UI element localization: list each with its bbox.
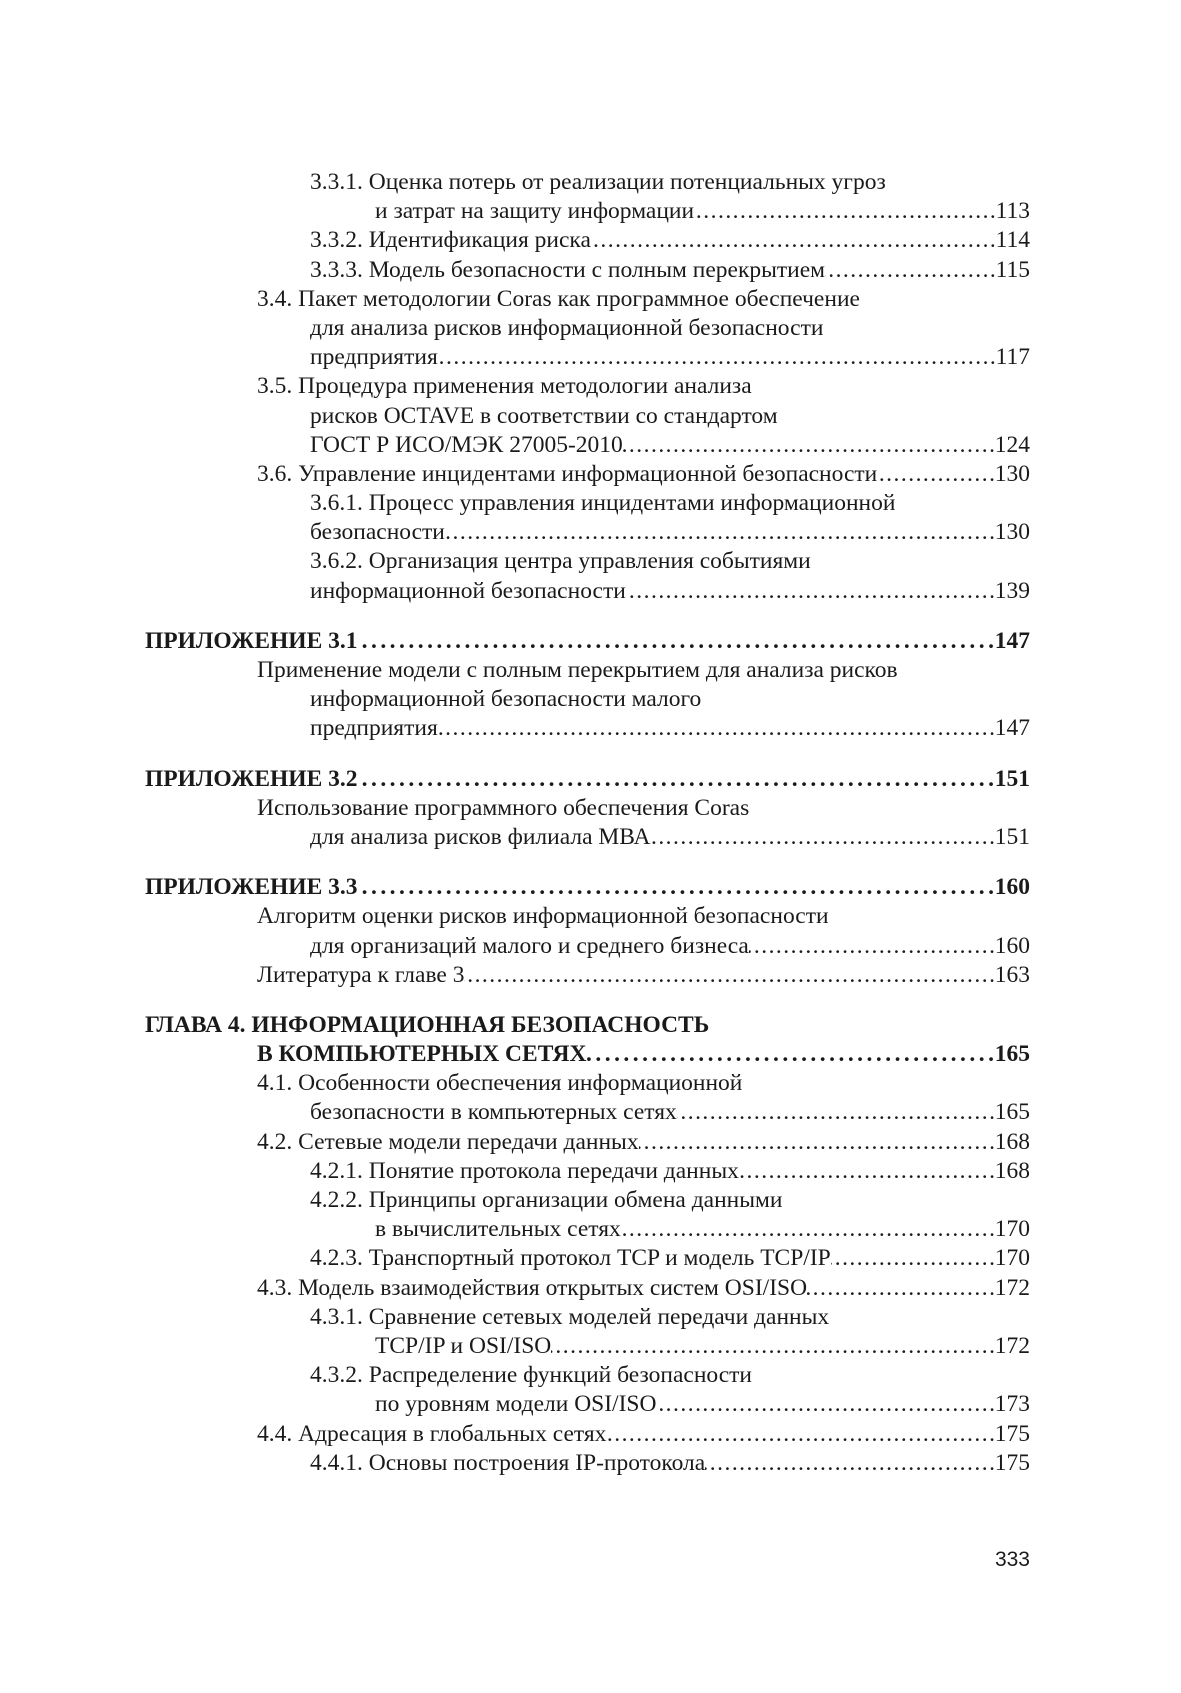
toc-page-number: 170 bbox=[994, 1216, 1030, 1243]
toc-page-number: 130 bbox=[994, 460, 1030, 487]
dot-leader bbox=[464, 961, 994, 990]
toc-page-number: 165 bbox=[994, 1099, 1030, 1126]
toc-line bbox=[145, 1390, 1030, 1419]
toc-entry-title: 3.3.3. Модель безопасности с полным перекрытием bbox=[310, 256, 826, 283]
toc-line bbox=[145, 1303, 1030, 1332]
toc-page-number: 172 bbox=[994, 1274, 1030, 1301]
toc-entry-title: 3.6. Управление инцидентами информационной безопасности bbox=[257, 460, 878, 487]
toc-entry-title: ПРИЛОЖЕНИЕ 3.1 bbox=[145, 627, 358, 654]
toc-line bbox=[145, 1186, 1030, 1215]
toc-page-number: 163 bbox=[994, 961, 1030, 988]
toc-section-heading bbox=[145, 765, 1030, 794]
toc-line bbox=[145, 823, 1030, 852]
dot-leader bbox=[694, 197, 996, 226]
toc-page-number: 124 bbox=[994, 431, 1030, 458]
toc-entry-title: Алгоритм оценки рисков информационной безопасности bbox=[257, 903, 829, 930]
toc-entry-title: ПРИЛОЖЕНИЕ 3.3 bbox=[145, 874, 358, 901]
toc-line bbox=[145, 1274, 1030, 1303]
toc-line bbox=[145, 314, 1030, 343]
toc-entry bbox=[145, 1420, 1030, 1449]
toc-entry-title: 4.3.2. Распределение функций безопасности bbox=[310, 1362, 753, 1389]
toc-page-number: 115 bbox=[995, 256, 1030, 283]
toc-entry-title: 3.5. Процедура применения методологии анализа bbox=[257, 373, 752, 400]
toc-line bbox=[145, 1332, 1030, 1361]
dot-leader bbox=[606, 1420, 994, 1449]
toc-entry-title: 3.3.1. Оценка потерь от реализации потенциальных угроз bbox=[310, 169, 886, 195]
toc-entry-title: и затрат на защиту информации bbox=[375, 198, 695, 225]
toc-page-number: 139 bbox=[994, 577, 1030, 604]
toc-entry-title: 4.4.1. Основы построения IP-протокола bbox=[310, 1449, 706, 1476]
toc-entry bbox=[145, 1244, 1030, 1273]
toc-entry-title: 4.2.2. Принципы организации обмена данными bbox=[310, 1187, 783, 1213]
toc-entry-title: 3.6.1. Процесс управления инцидентами информационной bbox=[310, 490, 896, 517]
dot-leader bbox=[807, 1274, 995, 1303]
toc-page-number: 175 bbox=[994, 1420, 1030, 1447]
dot-leader bbox=[621, 1215, 995, 1244]
toc-line bbox=[145, 256, 1030, 285]
toc-line bbox=[145, 1128, 1030, 1157]
toc-entry-title: ПРИЛОЖЕНИЕ 3.2 bbox=[145, 765, 358, 792]
toc-line bbox=[145, 1157, 1030, 1186]
toc-entry bbox=[145, 1449, 1030, 1478]
toc-page-number: 151 bbox=[994, 765, 1030, 792]
toc-page-number: 172 bbox=[994, 1332, 1030, 1359]
toc-entry bbox=[145, 372, 1030, 460]
toc-entry bbox=[145, 256, 1030, 285]
toc-entry-title: для анализа рисков информационной безопасности bbox=[310, 314, 824, 341]
toc-entry bbox=[145, 226, 1030, 255]
dot-leader bbox=[591, 226, 996, 255]
toc-line bbox=[145, 1040, 1030, 1069]
toc-line bbox=[145, 1361, 1030, 1390]
toc-entry-title: 4.2. Сетевые модели передачи данных bbox=[257, 1128, 639, 1155]
dot-leader bbox=[586, 1040, 994, 1069]
toc-page-number: 147 bbox=[994, 627, 1030, 654]
toc-entry-title: предприятия bbox=[310, 344, 438, 371]
toc-entry-title: Литература к главе 3 bbox=[257, 961, 465, 988]
section-gap bbox=[145, 852, 1030, 873]
toc-entry-title: предприятия bbox=[310, 715, 438, 742]
toc-entry-title: ГЛАВА 4. ИНФОРМАЦИОННАЯ БЕЗОПАСНОСТЬ bbox=[145, 1011, 710, 1038]
toc-page-number: 117 bbox=[995, 344, 1030, 371]
toc-line bbox=[145, 547, 1030, 576]
toc-entry-title: безопасности в компьютерных сетях bbox=[310, 1099, 677, 1126]
toc-section-heading bbox=[145, 873, 1030, 902]
toc-line bbox=[145, 1098, 1030, 1127]
section-gap bbox=[145, 606, 1030, 627]
toc-entry bbox=[145, 1069, 1030, 1127]
toc-line bbox=[145, 1069, 1030, 1098]
dot-leader bbox=[438, 343, 996, 372]
toc-entry-title: TCP/IP и OSI/ISO bbox=[375, 1332, 552, 1359]
toc-entry-title: по уровням модели OSI/ISO bbox=[375, 1391, 657, 1418]
toc-entry bbox=[145, 489, 1030, 547]
dot-leader bbox=[358, 627, 995, 656]
toc-line bbox=[145, 343, 1030, 372]
toc-entry bbox=[145, 168, 1030, 226]
toc-entry bbox=[145, 547, 1030, 605]
dot-leader bbox=[650, 823, 994, 852]
toc-entry bbox=[145, 285, 1030, 373]
toc-page-number: 173 bbox=[994, 1391, 1030, 1418]
dot-leader bbox=[677, 1098, 995, 1127]
dot-leader bbox=[656, 1390, 994, 1419]
toc-entry bbox=[145, 1361, 1030, 1419]
dot-leader bbox=[438, 714, 995, 743]
toc-entry-title: информационной безопасности малого bbox=[310, 686, 702, 713]
toc-page-number: 160 bbox=[994, 874, 1030, 901]
toc-line bbox=[145, 372, 1030, 401]
toc-section-heading bbox=[145, 1011, 1030, 1069]
toc-entry-title: информационной безопасности bbox=[310, 577, 626, 604]
toc-line bbox=[145, 1215, 1030, 1244]
toc-entry-title: 4.3. Модель взаимодействия открытых систем OSI/ISO bbox=[257, 1274, 808, 1301]
toc-line bbox=[145, 902, 1030, 931]
toc-page-number: 168 bbox=[994, 1157, 1030, 1184]
toc-page-number: 168 bbox=[994, 1128, 1030, 1155]
toc-page-number: 151 bbox=[994, 823, 1030, 850]
toc-line bbox=[145, 1449, 1030, 1478]
dot-leader bbox=[705, 1449, 995, 1478]
dot-leader bbox=[831, 1244, 995, 1273]
section-gap bbox=[145, 990, 1030, 1011]
toc-line bbox=[145, 714, 1030, 743]
toc-entry-title: 4.4. Адресация в глобальных сетях bbox=[257, 1420, 607, 1447]
dot-leader bbox=[358, 765, 995, 794]
toc-line bbox=[145, 431, 1030, 460]
toc-page-number: 170 bbox=[994, 1245, 1030, 1272]
toc-entry-title: 3.4. Пакет методологии Coras как программное обеспечение bbox=[257, 285, 860, 312]
toc-entry-title: безопасности bbox=[310, 519, 445, 546]
dot-leader bbox=[639, 1128, 995, 1157]
toc-entry bbox=[145, 902, 1030, 960]
toc-entry bbox=[145, 1157, 1030, 1186]
toc-line bbox=[145, 765, 1030, 794]
toc-line bbox=[145, 1244, 1030, 1273]
toc-entry bbox=[145, 1128, 1030, 1157]
toc-line bbox=[145, 168, 1030, 197]
section-gap bbox=[145, 744, 1030, 765]
toc-line bbox=[145, 197, 1030, 226]
toc-entry-title: Использование программного обеспечения Coras bbox=[257, 794, 750, 821]
toc-page-number: 165 bbox=[994, 1041, 1030, 1068]
table-of-contents bbox=[145, 168, 1030, 1478]
toc-entry-title: для организаций малого и среднего бизнеса bbox=[310, 932, 749, 959]
toc-page-number: 114 bbox=[995, 227, 1030, 254]
toc-line bbox=[145, 402, 1030, 431]
toc-entry bbox=[145, 961, 1030, 990]
toc-entry-title: 3.6.2. Организация центра управления событиями bbox=[310, 548, 811, 575]
dot-leader bbox=[626, 577, 995, 606]
dot-leader bbox=[445, 518, 995, 547]
toc-entry-title: ГОСТ Р ИСО/МЭК 27005-2010 bbox=[310, 431, 623, 458]
toc-entry-title: В КОМПЬЮТЕРНЫХ СЕТЯХ bbox=[257, 1041, 587, 1068]
toc-entry bbox=[145, 794, 1030, 852]
toc-entry-title: Применение модели с полным перекрытием для анализа рисков bbox=[257, 657, 898, 683]
dot-leader bbox=[749, 932, 995, 961]
toc-line bbox=[145, 794, 1030, 823]
toc-line bbox=[145, 489, 1030, 518]
toc-line bbox=[145, 460, 1030, 489]
dot-leader bbox=[623, 431, 995, 460]
toc-page-number: 113 bbox=[995, 198, 1030, 225]
toc-entry bbox=[145, 1274, 1030, 1303]
toc-line bbox=[145, 518, 1030, 547]
toc-line bbox=[145, 932, 1030, 961]
toc-page-number: 175 bbox=[994, 1449, 1030, 1476]
dot-leader bbox=[877, 460, 995, 489]
toc-line bbox=[145, 685, 1030, 714]
toc-line bbox=[145, 656, 1030, 685]
toc-entry bbox=[145, 1186, 1030, 1244]
toc-page-number: 160 bbox=[994, 932, 1030, 959]
dot-leader bbox=[358, 873, 995, 902]
toc-entry-title: 4.2.1. Понятие протокола передачи данных bbox=[310, 1157, 739, 1184]
toc-line bbox=[145, 226, 1030, 255]
toc-entry bbox=[145, 460, 1030, 489]
toc-page-number: 130 bbox=[994, 519, 1030, 546]
toc-entry-title: 3.3.2. Идентификация риска bbox=[310, 227, 591, 254]
toc-entry-title: 4.1. Особенности обеспечения информационной bbox=[257, 1070, 743, 1097]
dot-leader bbox=[551, 1332, 995, 1361]
toc-line bbox=[145, 873, 1030, 902]
toc-entry-title: 4.2.3. Транспортный протокол TCP и модель TCP/IP bbox=[310, 1245, 831, 1272]
dot-leader bbox=[739, 1157, 995, 1186]
toc-section-heading bbox=[145, 627, 1030, 656]
toc-entry-title: в вычислительных сетях bbox=[375, 1216, 621, 1243]
toc-line bbox=[145, 1011, 1030, 1040]
dot-leader bbox=[825, 256, 996, 285]
toc-line bbox=[145, 961, 1030, 990]
toc-line bbox=[145, 627, 1030, 656]
toc-line bbox=[145, 1420, 1030, 1449]
toc-page-number: 147 bbox=[994, 715, 1030, 742]
toc-line bbox=[145, 285, 1030, 314]
toc-entry-title: для анализа рисков филиала МВА bbox=[310, 823, 651, 850]
page-number: 333 bbox=[994, 1548, 1030, 1571]
toc-entry bbox=[145, 1303, 1030, 1361]
toc-entry-title: рисков OCTAVE в соответствии со стандартом bbox=[310, 402, 778, 429]
toc-entry-title: 4.3.1. Сравнение сетевых моделей передачи данных bbox=[310, 1303, 830, 1330]
toc-line bbox=[145, 577, 1030, 606]
toc-entry bbox=[145, 656, 1030, 744]
